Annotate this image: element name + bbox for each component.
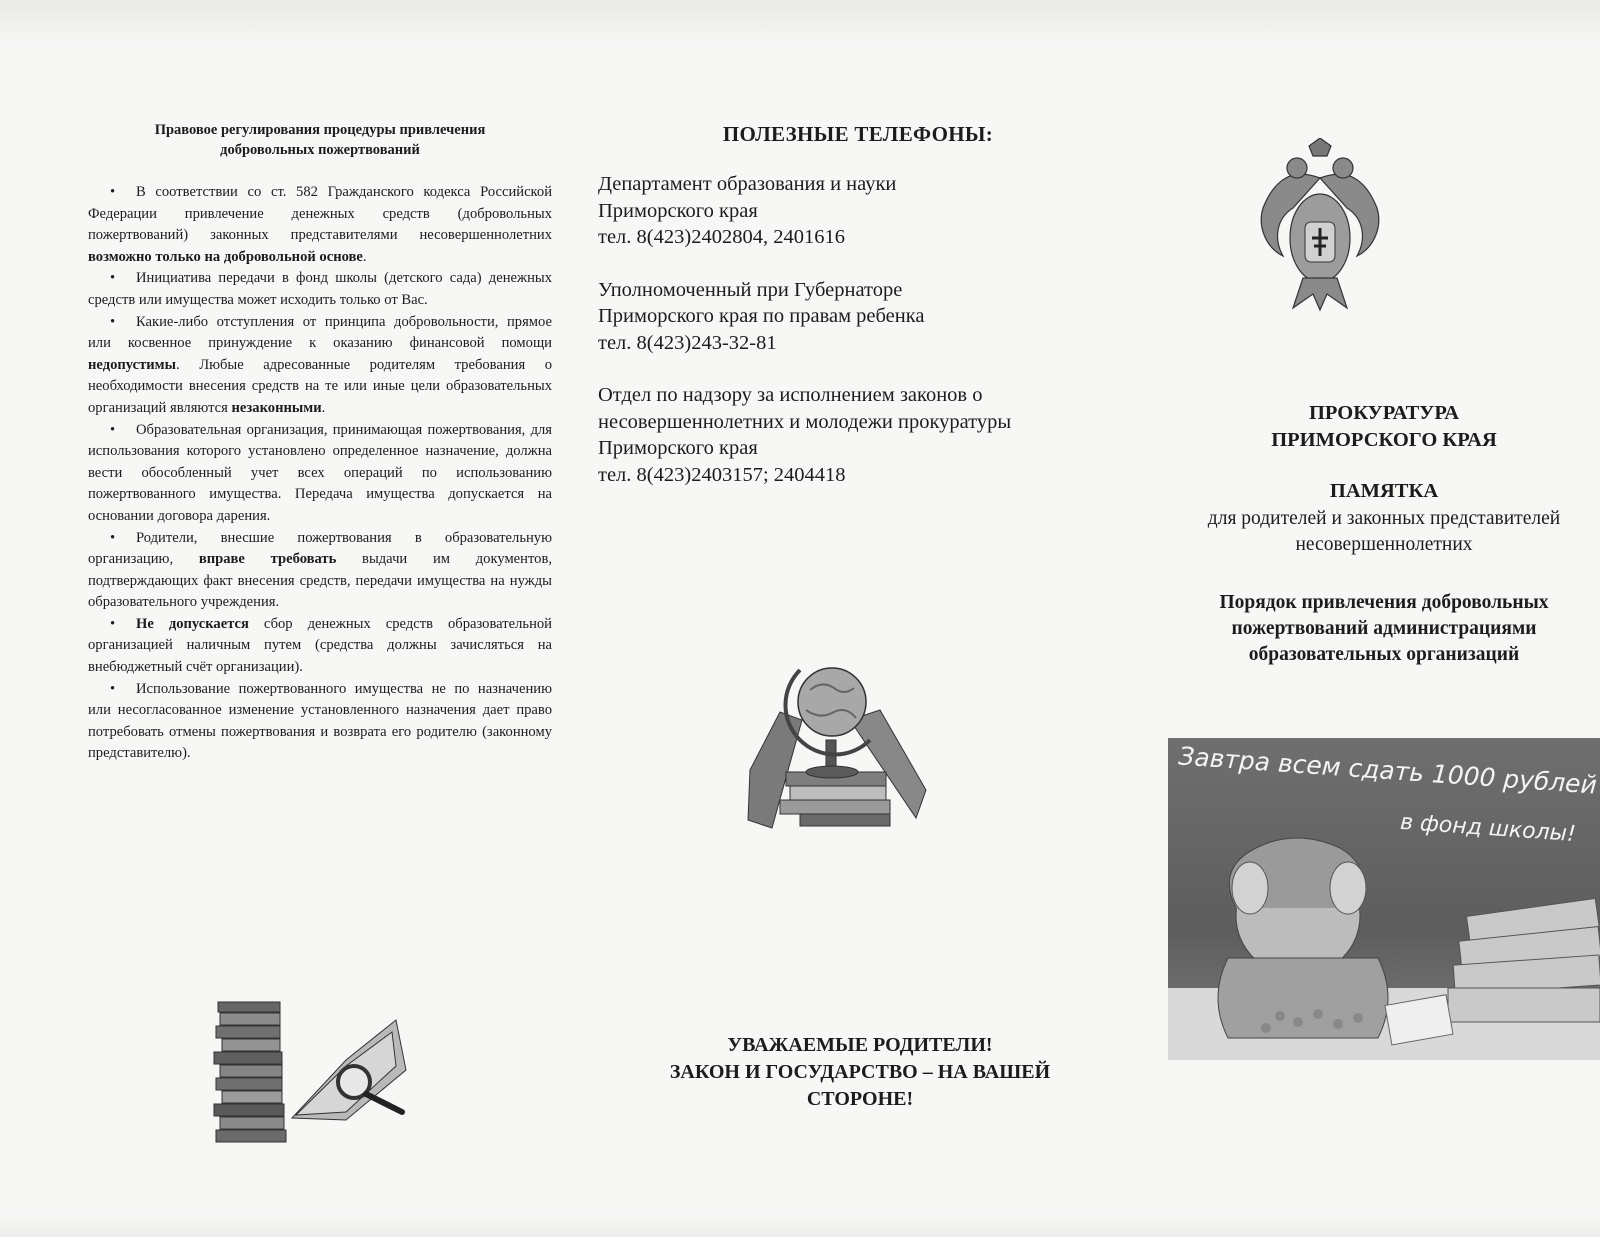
memo-topic-line: образовательных организаций [1248, 644, 1520, 665]
contact-block [598, 277, 1098, 357]
contact-name: Уполномоченный при Губернаторе [598, 278, 903, 301]
bullet-paragraph: • Инициатива передачи в фонд школы (детского сада) денежных средств или имущества может исходить только от Вас. [88, 270, 552, 308]
memo-topic-line: пожертвований администрациями [1231, 618, 1537, 639]
contact-phone: тел. 8(423)2402804, 2401616 [598, 226, 845, 248]
slogan-line: УВАЖАЕМЫЕ РОДИТЕЛИ! [727, 1034, 993, 1056]
contact-block [598, 382, 1098, 488]
bullet-paragraph: • Родители, внесшие пожертвования в образовательную организацию, вправе требовать выдачи им документов, подтверждающих факт внесения средств, передачи имущества на нужды образовательного учреждения. [88, 529, 552, 611]
bullet-paragraph: • Не допускается сбор денежных средств образовательной организацией наличным путем (средства должны зачисляться на внебюджетный счёт организации). [88, 615, 552, 676]
contact-name: несовершеннолетних и молодежи прокуратуры [598, 410, 1012, 433]
globe-on-books-icon [740, 650, 940, 840]
slogan-line: СТОРОНЕ! [806, 1088, 914, 1110]
slogan [600, 1032, 1120, 1113]
scan-edge-top [0, 0, 1600, 48]
organization-title-line: ПРИМОРСКОГО КРАЯ [1271, 429, 1497, 451]
contact-phone: тел. 8(423)2403157; 2404418 [598, 463, 846, 486]
organization-title [1168, 400, 1600, 454]
memo-topic-line: Порядок привлечения добровольных [1219, 592, 1549, 613]
contact-name: Приморского края [598, 199, 758, 222]
slogan-line: ЗАКОН И ГОСУДАРСТВО – НА ВАШЕЙ [669, 1061, 1051, 1083]
chalkboard-photo [1168, 738, 1600, 1060]
bullet-paragraph: • В соответствии со ст. 582 Гражданского кодекса Российской Федерации привлечение денежных средств (добровольных пожертвований) законных представителями несовершеннолетних возможно только на добровольной основе. [88, 184, 552, 265]
memo-subtitle [1168, 506, 1600, 558]
contact-phone: тел. 8(423)243-32-81 [598, 331, 777, 354]
memo-topic [1168, 590, 1600, 668]
left-title-line2: добровольных пожертвований [220, 142, 420, 158]
chalkboard-text-line2: в фонд школы! [1399, 809, 1577, 848]
book-stack-magnifier-icon [196, 1000, 426, 1160]
middle-panel [598, 122, 1098, 514]
bullet-paragraph: • Образовательная организация, принимающая пожертвования, для использования которого установлено определенное назначение, должна вести обособленный учет всех операций по использованию пожертвованного имущества. Передача имущества допускается на основании договора дарения. [88, 421, 552, 524]
child-with-money-illustration [1168, 738, 1600, 1060]
bullet-paragraph: • Какие-либо отступления от принципа добровольности, прямое или косвенное принуждение к оказанию финансовой помощи недопустимы. Любые адресованные родителям требования о необходимости внесения средств на те или иные цели образовательных организаций являются незаконными. [88, 313, 552, 416]
memo-subtitle-line: несовершеннолетних [1295, 534, 1473, 555]
contact-name: Департамент образования и науки [598, 173, 897, 195]
bullet-paragraph: • Использование пожертвованного имущества не по назначению или несогласованное изменение установленного назначения дает право потребовать отмены пожертвования и возврата его родителю (законному представителю). [88, 680, 552, 762]
scan-edge-bottom [0, 1215, 1600, 1237]
left-panel-title [88, 120, 552, 160]
contact-name: Отдел по надзору за исполнением законов о [598, 384, 983, 406]
organization-title-line: ПРОКУРАТУРА [1308, 402, 1460, 424]
useful-phones-title: ПОЛЕЗНЫЕ ТЕЛЕФОНЫ: [722, 122, 994, 146]
left-panel [88, 120, 552, 765]
double-headed-eagle-emblem-icon [1253, 138, 1387, 312]
contact-block [598, 171, 1098, 251]
left-title-line1: Правовое регулирования процедуры привлечения [154, 122, 486, 138]
contact-name: Приморского края по правам ребенка [598, 305, 925, 327]
contact-name: Приморского края [598, 437, 758, 459]
memo-subtitle-line: для родителей и законных представителей [1207, 508, 1561, 529]
chalkboard-text-line1: Завтра всем сдать 1000 рублей [1177, 741, 1598, 800]
memo-title: ПАМЯТКА [1329, 480, 1439, 502]
